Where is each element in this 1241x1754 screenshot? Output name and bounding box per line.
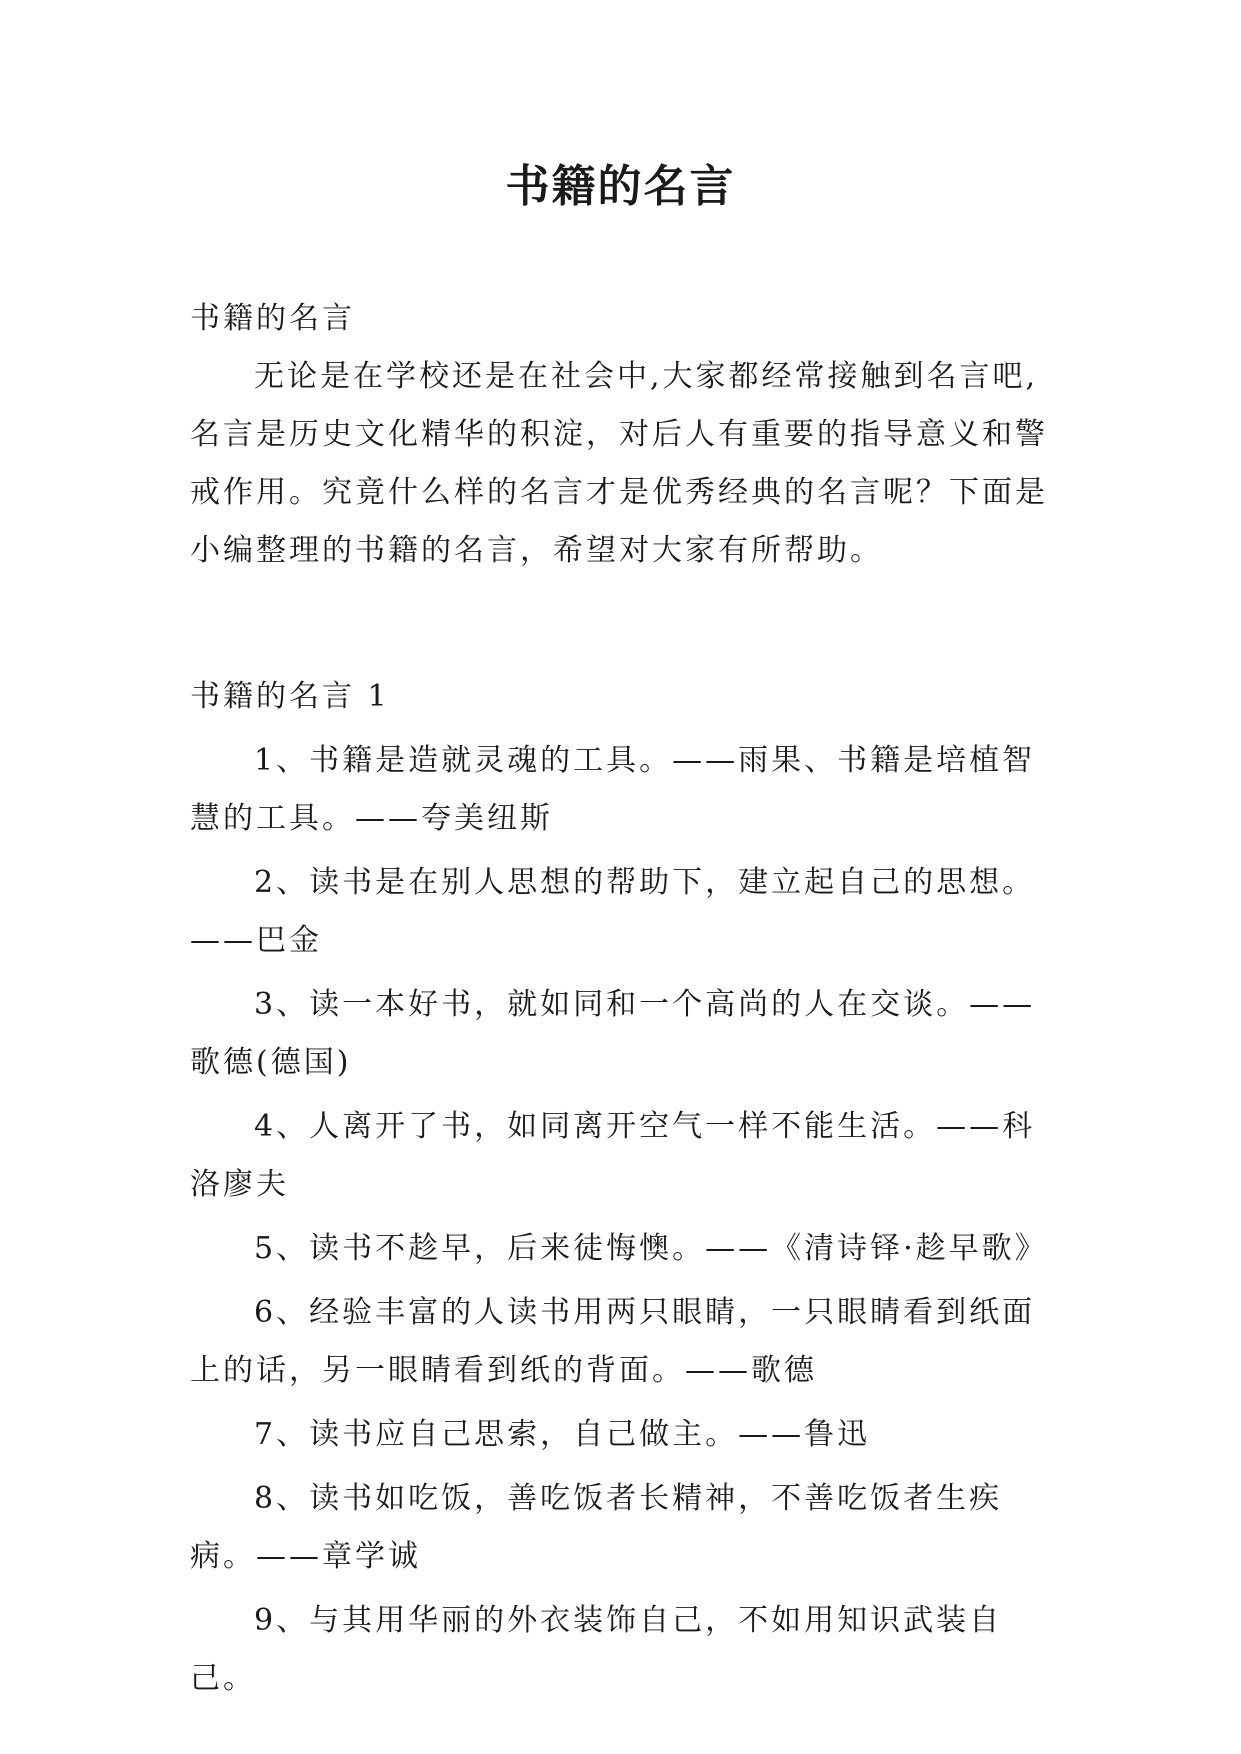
quote-item: 4、人离开了书，如同离开空气一样不能生活。——科洛廖夫: [190, 1109, 1036, 1202]
quote-item: 2、读书是在别人思想的帮助下，建立起自己的思想。——巴金: [190, 865, 1036, 958]
section-heading: 书籍的名言 1: [190, 679, 390, 714]
quote-item: 1、书籍是造就灵魂的工具。——雨果、书籍是培植智慧的工具。——夸美纽斯: [190, 743, 1036, 836]
quote-item: 3、读一本好书，就如同和一个高尚的人在交谈。——歌德(德国): [190, 987, 1036, 1080]
document-title: 书籍的名言: [505, 161, 736, 212]
quote-item: 7、读书应自己思索，自己做主。——鲁迅: [254, 1417, 871, 1452]
quote-item: 9、与其用华丽的外衣装饰自己，不如用知识武装自己。: [190, 1603, 1003, 1696]
paragraph-gap: [190, 580, 1062, 668]
quote-item: 5、读书不趁早，后来徒悔懊。——《清诗铎·趁早歌》: [254, 1231, 1048, 1266]
quote-item: 8、读书如吃饭，善吃饭者长精神，不善吃饭者生疾病。——章学诚: [190, 1481, 1003, 1574]
document-body: [190, 290, 1062, 1708]
section-label: 书籍的名言: [190, 301, 355, 336]
intro-paragraph: 无论是在学校还是在社会中,大家都经常接触到名言吧,名言是历史文化精华的积淀，对后人有重要的指导意义和警戒作用。究竟什么样的名言才是优秀经典的名言呢？下面是小编整理的书籍的名言，希望对大家有所帮助。: [190, 359, 1048, 568]
quote-item: 6、经验丰富的人读书用两只眼睛，一只眼睛看到纸面上的话，另一眼睛看到纸的背面。——歌德: [190, 1295, 1036, 1388]
